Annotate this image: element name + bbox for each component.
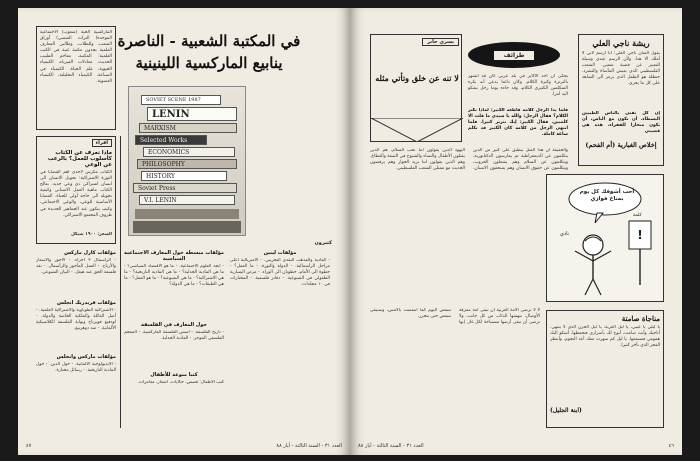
munajat-signoff: (ابنة الجليل) xyxy=(550,407,582,414)
read-label: اقراء xyxy=(92,139,112,147)
right-page xyxy=(350,8,682,455)
cartoon-sign: كلمة xyxy=(633,213,642,218)
munajat-text: يا ليلي يا عيني، يا ليل الغربة، يا ليل الحزن الذي لا ينتهي. أناجيك وأنت صامت، أبوح لك بأسراري فتحفظها، أشكو اليك همومي فتسمعها. يا ليل كم سهرت معك أعد النجوم، وأنتظر الفجر الذي تأخر كثيرا. xyxy=(550,325,660,349)
read-heading: ماذا تعرف عن الكتاب كأسلوب للعمل؟ بالرعب عن الوعي xyxy=(47,150,112,168)
mid-items: - أبجد العلوم الاجتماعية. - ما هو الاقتصاد السياسي؟ - ما هي المادية الجدلية؟ - ما هي المادية التاريخية؟ - ما هي الاشتراكية؟ - ما هي الشيوعية؟ - ما هو العمل؟ - ما هي الطبقات؟ - ما هي الدولة؟ xyxy=(124,264,224,288)
left-footer xyxy=(26,443,342,449)
lenin-heading: مؤلفات لينين xyxy=(263,250,297,256)
book-spine: HISTORY xyxy=(141,171,227,181)
magazine-spread xyxy=(18,8,682,455)
lenin-column xyxy=(230,248,330,428)
munajat-box xyxy=(546,310,664,428)
book-spine: PHILOSOPHY xyxy=(137,159,237,169)
lenin-items: - المادية والمذهب النقدي التجريبي. - الامبريالية أعلى مراحل الرأسمالية. - الدولة والثورة. - ما العمل؟ - خطوة الى الأمام، خطوتان الى الوراء. - مرض اليسارية الطفولي في الشيوعية. - دفاتر فلسفية. - المختارات في ١٠ مجلدات. xyxy=(230,258,330,288)
book-spine: V.I. LENIN xyxy=(139,195,235,205)
book-spine xyxy=(133,221,241,233)
naji-title: ريشة ناجي العلي xyxy=(592,38,650,48)
topbox-text: الماركسية الحية (شعوب) الاجتماعية الموحدة) التراث الشعبي) أوراق الشعب، وللطلاب، وطالبي المعارف العلمية يجدون مكتبة غنية في الكتب العلمية: المكتبة، معاجم الطبيب الحديث، معادلات الفيزياء، الكيمياء الحيوية، علم الحياة، الكيمياء في الصناعة، الكيمياء التحليلية، الكيمياء العضوية. xyxy=(40,30,112,84)
svg-text:!: ! xyxy=(637,228,643,242)
long-article xyxy=(370,148,568,276)
engels-heading: مؤلفات فريدريك انجلس xyxy=(57,300,116,306)
mid3-items: كتب الأطفال: قصص، حكايات، أشعار، مغامرات. xyxy=(137,380,224,385)
footer-issue: العدد ٣١ - السنة الثالثة - أيار ٨٨ xyxy=(358,443,424,449)
taraef-text: يحكى أن أحد الأكابر في بلد عربي كان قد اشتهر بالثرثرة وكثرة الكلام، وكان دائما يدعي أنه يكره المتكلمين الكثيري الكلام، وقد جاءه يوما رجل يشكو اليه أمرا. xyxy=(468,74,568,98)
naji-text: يقول الفنان ناجي العلي: أنا أرسم لأني لا أملك الا هذا، ولأن الرسم عندي وسيلة للتعبير عن قضية شعبي. الشعب الفلسطيني الذي يعيش المأساة والتشرد. حنظلة هو الطفل الذي يرمز الى الشاهد على كل ما يجري. xyxy=(582,51,660,87)
page-number: ٤٧ xyxy=(26,443,32,449)
taraef-story xyxy=(468,74,568,146)
book-spine: Soviet Press xyxy=(133,183,237,193)
mid-heading: مؤلفات مبسطة حول المعارف الاجتماعية السياسية xyxy=(124,250,224,262)
book-spine: ECONOMICS xyxy=(143,147,235,157)
book-spine: MARXISM xyxy=(139,123,237,133)
me-heading: مؤلفات ماركس وانجلس xyxy=(56,354,116,360)
mid2-items: - تاريخ الفلسفة. - أسس الفلسفة الماركسية. - المعجم الفلسفي الموجز. - المادية الجدلية. xyxy=(124,330,224,342)
mid3-heading: كتبا منوعة للأطفال xyxy=(150,372,198,378)
taraef-badge xyxy=(468,42,560,68)
book-spine: SOVIET SCENE 1987 xyxy=(141,95,221,105)
triangle-ornament xyxy=(371,118,463,142)
cartoon-caption: أحب أشوفك كل يوم بمناخ فوازي xyxy=(579,189,635,202)
main-subtitle: ينابيع الماركسية اللينينية xyxy=(135,54,283,72)
book-spine xyxy=(135,209,239,219)
read-text: الكتاب مكرس لاحدى أهم القضايا في الثورة الاشتراكية: تحويل الانسان الى انسان اشتراكي ذي وعي جديد. يعالج الكتاب ماهية العمل الانساني وكيفية تحويله الى حاجة أولى للحياة. القضايا الأساسية للوعي، والوعي الاجتماعي، وكيف يتكون عند الجماهير الجديدة في ظروف المجتمع الاشتراكي. xyxy=(40,170,112,218)
read-price: السعر: ١٩٠٠ شيكل xyxy=(71,232,112,237)
book-spine: LENIN xyxy=(147,107,237,121)
cartoon-name: نادي xyxy=(559,231,569,237)
long-text: والحقيقة أن هذا المثل ينطبق على كثير من الذين يتكلمون عن الديمقراطية ثم يمارسون الدكتاتورية، ويتكلمون عن السلام وهم يشعلون الحروب، ويتكلمون عن حقوق الانسان وهم يسحقون الانسان. اليهود الذين يقولون اننا نحب السلام، هم الذين يقتلون الأطفال والنساء والشيوخ في الضفة والقطاع. وهم الذين يقولون اننا نريد الحوار وهم يرفضون الحديث مع ممثلي الشعب الفلسطيني. xyxy=(370,148,568,172)
mid2-heading: حول المعارف في الفلسفة xyxy=(141,322,207,328)
bottom-left-text: لا لا ترضى الأمة العربية أن تبقى أمة ممزقة الأوصال، تنهشها الذئاب من كل جانب، ولا ترضى أن تبقى أرضها مستباحة لكل غاز. إنها تنتفض اليوم كما انتفضت بالأمس، وستبقى تنتفض حتى تتحرر. xyxy=(370,308,540,326)
book-spine: Selected Works xyxy=(135,135,207,145)
taraef-text2: فلما بدأ الرجل كلامه قاطعه الكبير: لماذا تكثر الكلام؟ فقال الرجل: والله يا سيدي ما قلت الا كلمتين. فقال الكبير: إنك تثرثر كثيرا. فلما انتهى الرجل من كلامه كان الكبير قد تكلم ساعة كاملة. xyxy=(468,108,568,138)
cartoon-panel xyxy=(546,174,664,302)
proverb-heading: لا تنه عن خلق وتأتي مثله xyxy=(375,73,459,83)
topbox xyxy=(36,26,116,130)
taraef-label: طرائف xyxy=(494,51,535,60)
misc-label: كثيرون xyxy=(314,240,332,246)
naji-column xyxy=(578,34,664,166)
me-items: - الأيديولوجية الألمانية. - حول الدين. - حول المادية التاريخية. - رسائل مختارة. xyxy=(36,362,116,374)
munajat-title: مناجاة صامتة xyxy=(621,314,660,323)
engels-items: - الاشتراكية الطوباوية والاشتراكية العلمية. - أصل العائلة والملكية الخاصة والدولة. - لودفيغ فويرباخ ونهاية الفلسفة الكلاسيكية الألمانية. - ضد دوهرينغ. xyxy=(36,308,116,332)
main-title: في المكتبة الشعبية - الناصرة xyxy=(117,32,301,50)
column-divider xyxy=(120,136,121,428)
yousri-label: يسري جابر xyxy=(422,38,459,46)
footer-issue: العدد ٣١ - السنة الثالثة - أيار ٨٨ xyxy=(276,443,342,449)
middle-column xyxy=(124,248,224,428)
marx-heading: مؤلفات كارل ماركس xyxy=(64,250,116,256)
left-page xyxy=(18,8,350,455)
naji-signoff: إخلاص الغبارية (أم الفحم) xyxy=(585,141,657,149)
proverb-box xyxy=(370,34,462,142)
bottom-left-article xyxy=(370,308,540,426)
naji-quote: إن كل ثقتي بالناس الطيبين البسطاء. أن تكون مع الناس، أن تكون منحازا للفقراء، هذه هي قضيتي xyxy=(582,111,660,135)
read-box xyxy=(36,136,116,244)
marx-engels-column xyxy=(36,248,116,428)
marx-items: - الرأسمال ٣ أجزاء. - الأجور والأسعار والأرباح. - العمل المأجور والرأسمال. - نقد فلسفة الحق عند هيغل. - البيان الشيوعي. xyxy=(36,258,116,276)
right-footer xyxy=(358,443,674,449)
page-number: ٤٦ xyxy=(668,443,674,449)
books-photo xyxy=(128,86,246,236)
